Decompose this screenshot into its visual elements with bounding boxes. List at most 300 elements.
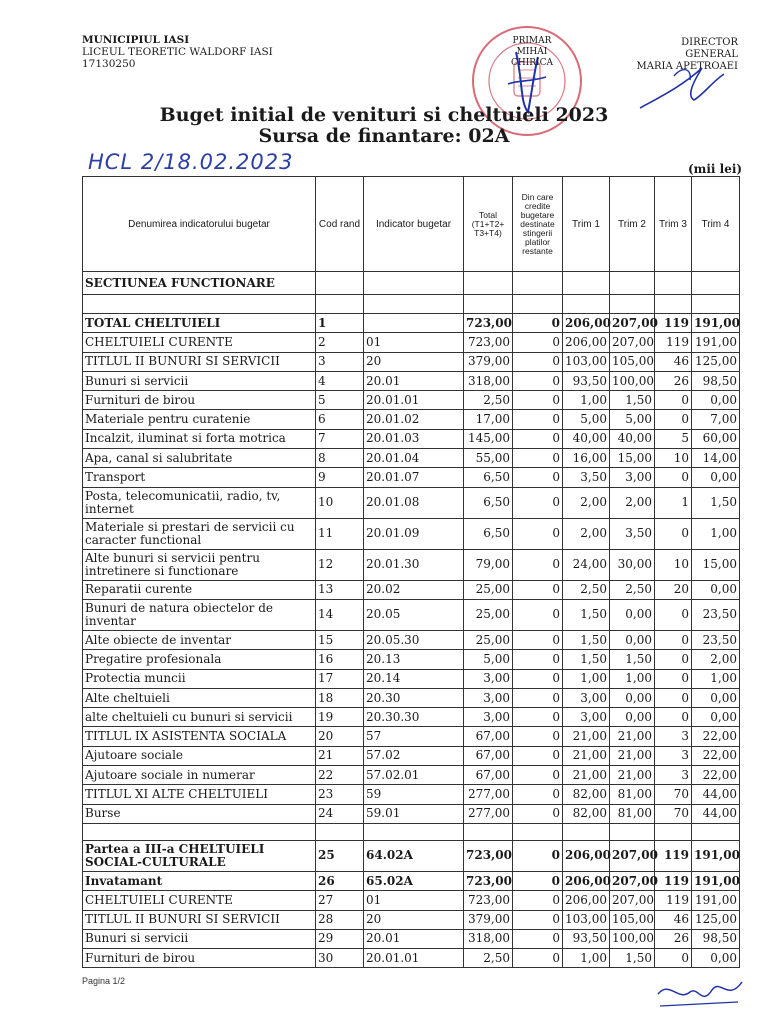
row-indicator: 20.13: [364, 650, 464, 669]
row-trim-4: 44,00: [692, 785, 740, 804]
row-name: Ajutoare sociale: [83, 746, 316, 765]
row-total: 723,00: [464, 840, 513, 871]
row-trim-4: 2,00: [692, 650, 740, 669]
table-row: [83, 599, 740, 630]
row-arrears: 0: [513, 708, 563, 727]
row-code: 19: [316, 708, 364, 727]
row-trim-3: 119: [655, 314, 692, 333]
row-total: 55,00: [464, 449, 513, 468]
row-name: Burse: [83, 804, 316, 823]
row-trim-1: 103,00: [563, 352, 610, 371]
row-total: 79,00: [464, 549, 513, 580]
row-trim-4: 60,00: [692, 429, 740, 448]
row-total: 67,00: [464, 766, 513, 785]
table-row: [83, 410, 740, 429]
row-trim-4: 1,50: [692, 487, 740, 518]
table-row: [83, 630, 740, 649]
row-trim-3: 0: [655, 410, 692, 429]
row-arrears: 0: [513, 785, 563, 804]
row-trim-3: 0: [655, 949, 692, 968]
header-trim-3: Trim 3: [655, 177, 692, 272]
row-code: 1: [316, 314, 364, 333]
row-arrears: 0: [513, 766, 563, 785]
row-name: Posta, telecomunicatii, radio, tv, internet: [83, 487, 316, 518]
row-code: 4: [316, 371, 364, 390]
row-trim-4: 191,00: [692, 333, 740, 352]
row-trim-1: 206,00: [563, 840, 610, 871]
row-indicator: 20.01.01: [364, 949, 464, 968]
row-trim-4: 1,00: [692, 518, 740, 549]
row-trim-4: 0,00: [692, 580, 740, 599]
row-trim-4: 125,00: [692, 910, 740, 929]
header-row-code: Cod rand: [316, 177, 364, 272]
row-trim-2: 100,00: [610, 371, 655, 390]
row-code: 30: [316, 949, 364, 968]
row-trim-2: 21,00: [610, 727, 655, 746]
row-name: Materiale si prestari de servicii cu caracter functional: [83, 518, 316, 549]
row-name: Furnituri de birou: [83, 391, 316, 410]
row-indicator: 20.05.30: [364, 630, 464, 649]
row-arrears: 0: [513, 949, 563, 968]
row-trim-4: 191,00: [692, 314, 740, 333]
table-row: [83, 449, 740, 468]
row-code: 5: [316, 391, 364, 410]
row-trim-4: 44,00: [692, 804, 740, 823]
row-trim-1: 1,00: [563, 949, 610, 968]
row-trim-2: 207,00: [610, 840, 655, 871]
row-trim-2: 207,00: [610, 891, 655, 910]
page-number: Pagina 1/2: [82, 976, 126, 986]
row-indicator: 20.01.03: [364, 429, 464, 448]
table-row: [83, 727, 740, 746]
row-trim-1: 93,50: [563, 929, 610, 948]
row-arrears: 0: [513, 580, 563, 599]
row-code: 22: [316, 766, 364, 785]
row-name: TITLUL XI ALTE CHELTUIELI: [83, 785, 316, 804]
row-arrears: 0: [513, 871, 563, 890]
row-indicator: 20.02: [364, 580, 464, 599]
row-arrears: 0: [513, 410, 563, 429]
row-trim-3: 119: [655, 871, 692, 890]
table-row: [83, 708, 740, 727]
row-total: 6,50: [464, 487, 513, 518]
row-trim-3: 10: [655, 549, 692, 580]
municipality-name: MUNICIPIUL IASI: [82, 34, 190, 46]
table-row: [83, 580, 740, 599]
row-total: 723,00: [464, 314, 513, 333]
row-name: Partea a III-a CHELTUIELI SOCIAL-CULTURALE: [83, 840, 316, 871]
row-indicator: 20: [364, 352, 464, 371]
header-budget-indicator: Indicator bugetar: [364, 177, 464, 272]
row-name: Pregatire profesionala: [83, 650, 316, 669]
table-row: [83, 352, 740, 371]
row-trim-3: 0: [655, 518, 692, 549]
table-row: [83, 688, 740, 707]
row-code: 17: [316, 669, 364, 688]
row-total: 723,00: [464, 333, 513, 352]
row-indicator: 59.01: [364, 804, 464, 823]
header-total: Total (T1+T2+ T3+T4): [464, 177, 513, 272]
table-row: [83, 333, 740, 352]
header-arrears: Din care credite bugetare destinate stingerii platilor restante: [513, 177, 563, 272]
row-trim-1: 1,50: [563, 630, 610, 649]
row-arrears: 0: [513, 688, 563, 707]
row-arrears: 0: [513, 371, 563, 390]
row-total: 6,50: [464, 518, 513, 549]
row-trim-2: 40,00: [610, 429, 655, 448]
row-name: TOTAL CHELTUIELI: [83, 314, 316, 333]
table-header-row: [83, 177, 740, 272]
row-trim-1: 206,00: [563, 333, 610, 352]
row-arrears: 0: [513, 314, 563, 333]
row-trim-4: 7,00: [692, 410, 740, 429]
table-row: [83, 871, 740, 890]
row-indicator: 20.01.04: [364, 449, 464, 468]
row-trim-3: 1: [655, 487, 692, 518]
row-total: 277,00: [464, 785, 513, 804]
director-title: DIRECTOR GENERAL: [681, 37, 738, 60]
row-trim-4: 0,00: [692, 949, 740, 968]
row-trim-1: 21,00: [563, 766, 610, 785]
row-trim-1: 3,00: [563, 708, 610, 727]
row-code: 24: [316, 804, 364, 823]
row-arrears: 0: [513, 487, 563, 518]
row-arrears: 0: [513, 650, 563, 669]
row-code: 13: [316, 580, 364, 599]
row-trim-3: 119: [655, 333, 692, 352]
row-total: 723,00: [464, 891, 513, 910]
row-total: 67,00: [464, 746, 513, 765]
row-code: 23: [316, 785, 364, 804]
row-trim-3: 26: [655, 371, 692, 390]
table-row: [83, 468, 740, 487]
row-code: 11: [316, 518, 364, 549]
row-code: 25: [316, 840, 364, 871]
row-trim-2: 1,50: [610, 391, 655, 410]
row-name: alte cheltuieli cu bunuri si servicii: [83, 708, 316, 727]
row-total: 318,00: [464, 929, 513, 948]
row-code: 21: [316, 746, 364, 765]
section-title: SECTIUNEA FUNCTIONARE: [83, 272, 316, 295]
row-code: 28: [316, 910, 364, 929]
row-name: TITLUL II BUNURI SI SERVICII: [83, 352, 316, 371]
row-total: 379,00: [464, 352, 513, 371]
row-trim-4: 191,00: [692, 871, 740, 890]
institution-header: [82, 34, 273, 70]
row-trim-4: 22,00: [692, 727, 740, 746]
row-total: 3,00: [464, 669, 513, 688]
row-arrears: 0: [513, 599, 563, 630]
row-trim-3: 119: [655, 891, 692, 910]
row-name: TITLUL II BUNURI SI SERVICII: [83, 910, 316, 929]
row-trim-1: 21,00: [563, 746, 610, 765]
row-trim-3: 20: [655, 580, 692, 599]
row-trim-3: 3: [655, 746, 692, 765]
table-row: [83, 891, 740, 910]
row-name: Ajutoare sociale in numerar: [83, 766, 316, 785]
row-total: 379,00: [464, 910, 513, 929]
row-name: Invatamant: [83, 871, 316, 890]
row-name: Apa, canal si salubritate: [83, 449, 316, 468]
row-trim-4: 0,00: [692, 468, 740, 487]
row-indicator: [364, 314, 464, 333]
row-name: Protectia muncii: [83, 669, 316, 688]
row-total: 6,50: [464, 468, 513, 487]
row-arrears: 0: [513, 352, 563, 371]
section-row: [83, 272, 740, 295]
row-trim-3: 46: [655, 910, 692, 929]
table-row: [83, 804, 740, 823]
row-code: 3: [316, 352, 364, 371]
unit-label: (mii lei): [688, 162, 743, 176]
row-arrears: 0: [513, 391, 563, 410]
row-trim-3: 0: [655, 708, 692, 727]
row-trim-4: 98,50: [692, 371, 740, 390]
row-trim-1: 82,00: [563, 804, 610, 823]
row-arrears: 0: [513, 727, 563, 746]
row-indicator: 01: [364, 333, 464, 352]
row-trim-4: 22,00: [692, 766, 740, 785]
row-indicator: 59: [364, 785, 464, 804]
row-indicator: 20.01: [364, 371, 464, 390]
row-trim-3: 5: [655, 429, 692, 448]
row-trim-1: 2,50: [563, 580, 610, 599]
budget-table: [82, 176, 740, 968]
row-trim-4: 0,00: [692, 391, 740, 410]
row-trim-3: 3: [655, 766, 692, 785]
document-title: [0, 105, 768, 147]
table-row: [83, 840, 740, 871]
row-trim-1: 16,00: [563, 449, 610, 468]
row-trim-1: 2,00: [563, 487, 610, 518]
row-trim-1: 1,50: [563, 599, 610, 630]
row-trim-4: 191,00: [692, 891, 740, 910]
row-trim-4: 22,00: [692, 746, 740, 765]
row-trim-4: 191,00: [692, 840, 740, 871]
row-code: 18: [316, 688, 364, 707]
row-indicator: 01: [364, 891, 464, 910]
row-trim-1: 2,00: [563, 518, 610, 549]
row-trim-3: 0: [655, 391, 692, 410]
row-indicator: 20.30: [364, 688, 464, 707]
header-trim-4: Trim 4: [692, 177, 740, 272]
row-code: 20: [316, 727, 364, 746]
row-arrears: 0: [513, 746, 563, 765]
row-trim-1: 93,50: [563, 371, 610, 390]
row-name: Bunuri si servicii: [83, 929, 316, 948]
row-trim-1: 1,00: [563, 391, 610, 410]
row-trim-2: 105,00: [610, 910, 655, 929]
row-total: 723,00: [464, 871, 513, 890]
row-trim-3: 10: [655, 449, 692, 468]
row-arrears: 0: [513, 840, 563, 871]
row-code: 7: [316, 429, 364, 448]
row-indicator: 20.01.02: [364, 410, 464, 429]
row-code: 8: [316, 449, 364, 468]
row-trim-2: 0,00: [610, 630, 655, 649]
row-name: CHELTUIELI CURENTE: [83, 891, 316, 910]
row-trim-1: 1,50: [563, 650, 610, 669]
row-trim-2: 21,00: [610, 746, 655, 765]
row-trim-2: 2,50: [610, 580, 655, 599]
row-trim-4: 125,00: [692, 352, 740, 371]
row-trim-2: 207,00: [610, 333, 655, 352]
row-trim-2: 1,50: [610, 650, 655, 669]
row-trim-3: 0: [655, 599, 692, 630]
table-row: [83, 549, 740, 580]
row-trim-2: 21,00: [610, 766, 655, 785]
row-trim-3: 0: [655, 468, 692, 487]
row-trim-2: 81,00: [610, 804, 655, 823]
row-code: 14: [316, 599, 364, 630]
fiscal-code: 17130250: [82, 58, 136, 70]
row-trim-2: 0,00: [610, 599, 655, 630]
row-name: Bunuri de natura obiectelor de inventar: [83, 599, 316, 630]
row-trim-1: 3,50: [563, 468, 610, 487]
table-row: [83, 314, 740, 333]
row-name: Furnituri de birou: [83, 949, 316, 968]
row-trim-1: 21,00: [563, 727, 610, 746]
row-name: Incalzit, iluminat si forta motrica: [83, 429, 316, 448]
row-trim-3: 119: [655, 840, 692, 871]
row-trim-3: 26: [655, 929, 692, 948]
row-trim-2: 105,00: [610, 352, 655, 371]
row-total: 25,00: [464, 599, 513, 630]
row-trim-4: 23,50: [692, 630, 740, 649]
row-trim-2: 81,00: [610, 785, 655, 804]
row-arrears: 0: [513, 429, 563, 448]
table-row: [83, 669, 740, 688]
row-arrears: 0: [513, 468, 563, 487]
row-trim-2: 0,00: [610, 708, 655, 727]
row-code: 9: [316, 468, 364, 487]
row-indicator: 20.01.07: [364, 468, 464, 487]
table-row: [83, 391, 740, 410]
row-indicator: 65.02A: [364, 871, 464, 890]
row-trim-1: 5,00: [563, 410, 610, 429]
row-indicator: 20.14: [364, 669, 464, 688]
row-trim-2: 15,00: [610, 449, 655, 468]
row-arrears: 0: [513, 518, 563, 549]
row-trim-1: 103,00: [563, 910, 610, 929]
table-row: [83, 910, 740, 929]
row-trim-3: 3: [655, 727, 692, 746]
row-indicator: 20.01: [364, 929, 464, 948]
row-trim-1: 3,00: [563, 688, 610, 707]
header-trim-2: Trim 2: [610, 177, 655, 272]
row-trim-1: 206,00: [563, 314, 610, 333]
row-indicator: 20.30.30: [364, 708, 464, 727]
director-name: MARIA APETROAEI: [636, 61, 738, 72]
row-trim-3: 46: [655, 352, 692, 371]
row-indicator: 57.02.01: [364, 766, 464, 785]
row-name: Alte cheltuieli: [83, 688, 316, 707]
row-indicator: 20.05: [364, 599, 464, 630]
row-arrears: 0: [513, 929, 563, 948]
row-total: 5,00: [464, 650, 513, 669]
row-trim-2: 0,00: [610, 688, 655, 707]
row-trim-2: 100,00: [610, 929, 655, 948]
table-row: [83, 429, 740, 448]
row-name: CHELTUIELI CURENTE: [83, 333, 316, 352]
row-indicator: 57.02: [364, 746, 464, 765]
row-code: 29: [316, 929, 364, 948]
mayor-title: PRIMAR: [512, 36, 552, 46]
header-trim-1: Trim 1: [563, 177, 610, 272]
row-name: Alte obiecte de inventar: [83, 630, 316, 649]
row-trim-3: 0: [655, 669, 692, 688]
row-arrears: 0: [513, 449, 563, 468]
row-trim-3: 0: [655, 650, 692, 669]
school-name: LICEUL TEORETIC WALDORF IASI: [82, 46, 273, 58]
row-total: 67,00: [464, 727, 513, 746]
row-arrears: 0: [513, 333, 563, 352]
table-row: [83, 650, 740, 669]
row-trim-1: 40,00: [563, 429, 610, 448]
row-code: 26: [316, 871, 364, 890]
mayor-block: [496, 36, 568, 69]
row-trim-2: 1,50: [610, 949, 655, 968]
row-trim-4: 14,00: [692, 449, 740, 468]
spacer-row: [83, 823, 740, 840]
row-indicator: 20: [364, 910, 464, 929]
row-indicator: 20.01.30: [364, 549, 464, 580]
row-trim-4: 1,00: [692, 669, 740, 688]
row-trim-2: 3,50: [610, 518, 655, 549]
row-indicator: 20.01.08: [364, 487, 464, 518]
header-indicator-name: Denumirea indicatorului bugetar: [83, 177, 316, 272]
row-code: 10: [316, 487, 364, 518]
row-code: 15: [316, 630, 364, 649]
row-trim-2: 207,00: [610, 871, 655, 890]
row-total: 3,00: [464, 688, 513, 707]
row-total: 318,00: [464, 371, 513, 390]
row-arrears: 0: [513, 891, 563, 910]
row-arrears: 0: [513, 669, 563, 688]
row-trim-2: 30,00: [610, 549, 655, 580]
table-row: [83, 371, 740, 390]
row-arrears: 0: [513, 630, 563, 649]
row-trim-2: 3,00: [610, 468, 655, 487]
row-code: 16: [316, 650, 364, 669]
row-trim-2: 207,00: [610, 314, 655, 333]
row-total: 3,00: [464, 708, 513, 727]
table-row: [83, 766, 740, 785]
row-code: 12: [316, 549, 364, 580]
row-indicator: 20.01.09: [364, 518, 464, 549]
row-name: Materiale pentru curatenie: [83, 410, 316, 429]
row-trim-1: 24,00: [563, 549, 610, 580]
row-name: Reparatii curente: [83, 580, 316, 599]
row-trim-4: 23,50: [692, 599, 740, 630]
row-code: 2: [316, 333, 364, 352]
row-trim-3: 0: [655, 688, 692, 707]
table-row: [83, 929, 740, 948]
row-name: Alte bunuri si servicii pentru intretinere si functionare: [83, 549, 316, 580]
row-name: TITLUL IX ASISTENTA SOCIALA: [83, 727, 316, 746]
row-trim-4: 0,00: [692, 708, 740, 727]
row-arrears: 0: [513, 549, 563, 580]
title-line-1: Buget initial de venituri si cheltuieli 2023: [159, 104, 609, 126]
row-code: 27: [316, 891, 364, 910]
table-row: [83, 518, 740, 549]
row-trim-2: 5,00: [610, 410, 655, 429]
mayor-name: MIHAI CHIRICA: [510, 47, 553, 68]
row-indicator: 64.02A: [364, 840, 464, 871]
row-trim-3: 0: [655, 630, 692, 649]
row-trim-3: 70: [655, 785, 692, 804]
row-trim-4: 98,50: [692, 929, 740, 948]
